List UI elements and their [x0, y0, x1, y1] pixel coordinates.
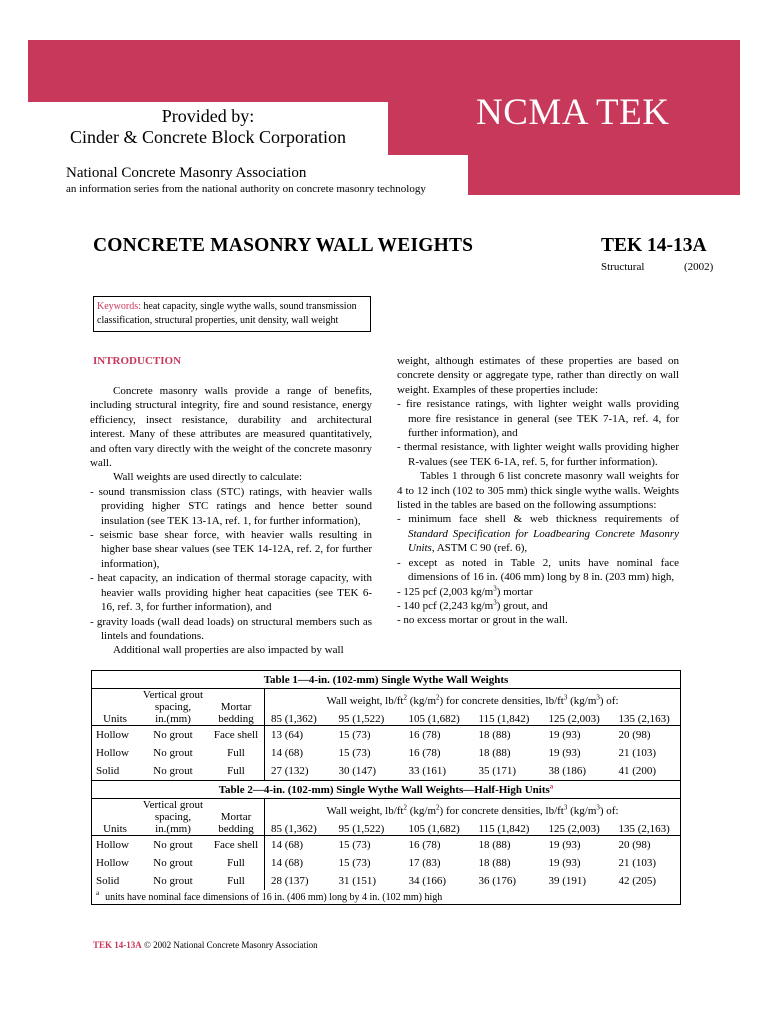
header-density: 125 (2,003) — [548, 713, 600, 725]
provider-block — [28, 106, 388, 148]
header-cell — [92, 701, 138, 713]
cell-weight: 16 (78) — [403, 836, 473, 855]
cell-mortar: Full — [227, 765, 245, 777]
superscript: 3 — [493, 598, 497, 607]
header-units: Units — [103, 823, 127, 835]
header-text: Wall weight, lb/ft — [326, 805, 404, 817]
footnote-text: units have nominal face dimensions of 16 in. (406 mm) long by 4 in. (102 mm) high — [105, 891, 443, 903]
table-header-row — [92, 713, 680, 726]
header-text: (kg/m — [407, 805, 437, 817]
cell-weight: 39 (191) — [548, 875, 587, 887]
cell-weight: 19 (93) — [548, 747, 581, 759]
table-row — [92, 836, 680, 855]
cell-mortar: Full — [227, 747, 245, 759]
header-cell — [92, 799, 138, 812]
cell-weight: 36 (176) — [478, 875, 517, 887]
table-row — [92, 744, 680, 762]
cell-weight: 21 (103) — [618, 747, 657, 759]
provided-by-label: Provided by: — [161, 106, 255, 126]
header-text: ) for concrete densities, lb/ft — [439, 805, 564, 817]
paragraph: Wall weights are used directly to calculate: — [113, 471, 303, 484]
cell-weight: 19 (93) — [543, 726, 613, 745]
superscript: 3 — [563, 803, 568, 812]
list-item: - minimum face shell & web thickness requirements of Standard Specification for Loadbearing Concrete Masonry Units, ASTM C 90 (ref. 6), — [397, 513, 679, 555]
cell-weight: 33 (161) — [408, 765, 447, 777]
header-text: ) of: — [599, 695, 619, 707]
cell-weight: 38 (186) — [548, 765, 587, 777]
paragraph: Concrete masonry walls provide a range of benefits, including structural integrity, fire and sound resistance, energy efficiency, insect resistance, durability and architectural interest. Many of these attributes are measured quantitatively, and often vary directly with the weight of the concrete masonry wall. — [90, 385, 372, 470]
cell-grout: No grout — [153, 857, 193, 869]
header-units: Units — [103, 713, 127, 725]
data-table — [92, 671, 680, 904]
list-item-text: heat capacity, an indication of thermal storage capacity, with heavier walls providing higher heat capacities (see TEK 6-16, ref. 3, for further information), and — [97, 572, 372, 614]
list-item: - 140 pcf (2,243 $kg/m^3$) grout, and — [397, 598, 548, 612]
header-density: 85 (1,362) — [265, 713, 333, 726]
superscript: 3 — [596, 693, 600, 702]
header-text: ) for concrete densities, lb/ft — [439, 695, 564, 707]
header-cell — [92, 811, 138, 823]
header-cell — [92, 689, 138, 702]
cell-units: Hollow — [92, 836, 138, 855]
table-caption-row — [92, 781, 680, 799]
table-header-row — [92, 689, 680, 702]
superscript: 2 — [403, 693, 407, 702]
header-mortar: bedding — [218, 713, 254, 725]
cell-weight: 17 (83) — [408, 857, 441, 869]
text-column-right — [397, 354, 679, 628]
cell-mortar: Full — [227, 875, 245, 887]
cell-mortar: Face shell — [208, 836, 265, 855]
assumptions-list — [397, 512, 679, 627]
list-item: - fire resistance ratings, with lighter weight walls providing more fire resistance in general (see TEK 7-1A, ref. 4, for further information), and — [397, 398, 679, 440]
cell-weight: 34 (166) — [408, 875, 447, 887]
provider-name: Cinder & Concrete Block Corporation — [70, 127, 346, 147]
list-item-text: sound transmission class (STC) ratings, with heavier walls providing higher STC ratings and hence better sound insulation (see TEK 13-1A, ref. 1, for further information), — [98, 485, 372, 527]
cell-weight: 20 (98) — [613, 726, 681, 745]
superscript: 2 — [403, 803, 407, 812]
footnote-mark: a — [549, 781, 554, 790]
superscript: 3 — [563, 693, 568, 702]
cell-units: Hollow — [96, 747, 129, 759]
cell-weight: 15 (73) — [338, 747, 371, 759]
footer — [93, 940, 318, 950]
cell-weight: 16 (78) — [408, 747, 441, 759]
cell-weight: 20 (98) — [613, 836, 681, 855]
header-text: (kg/m — [407, 695, 437, 707]
cell-weight: 27 (132) — [265, 762, 333, 781]
series-tagline: an information series from the national authority on concrete masonry technology — [66, 183, 426, 195]
list-item-text: ) mortar — [496, 585, 533, 598]
header-density: 135 (2,163) — [618, 823, 670, 835]
wall-weight-tables — [91, 670, 681, 905]
footer-code: TEK 14-13A — [93, 940, 142, 950]
keywords-label: Keywords: — [97, 301, 141, 312]
paragraph-continuation: weight, although estimates of these properties are based on concrete density or aggregate type, rather than directly on wall weight. Examples of these properties include: — [397, 355, 679, 396]
cell-weight: 41 (200) — [618, 765, 657, 777]
cell-weight: 31 (151) — [338, 875, 377, 887]
superscript: 3 — [493, 583, 497, 592]
cell-units: Solid — [96, 765, 120, 777]
header-density: 115 (1,842) — [478, 713, 530, 725]
table-caption — [92, 671, 680, 689]
table-row — [92, 854, 680, 872]
list-item: - seismic base shear force, with heavier walls resulting in higher base shear values (see TEK 14-12A, ref. 2, for further information), — [90, 529, 372, 570]
cell-weight: 28 (137) — [265, 872, 333, 890]
header-text: (kg/m — [567, 695, 597, 707]
superscript: 3 — [596, 803, 600, 812]
table-row — [92, 872, 680, 890]
header-density: 105 (1,682) — [408, 823, 460, 835]
cell-weight: 35 (171) — [478, 765, 517, 777]
header-grout: spacing, — [154, 811, 192, 823]
cell-units: Hollow — [96, 857, 129, 869]
specification-title: Standard Specification for Loadbearing Concrete Masonry Units — [408, 527, 679, 555]
cell-weight: 19 (93) — [548, 857, 581, 869]
header-density: 105 (1,682) — [408, 713, 460, 725]
table-caption-text: Table 1—4-in. (102-mm) Single Wythe Wall Weights — [263, 673, 509, 686]
cell-grout: No grout — [153, 747, 193, 759]
table-header-row — [92, 799, 680, 812]
brand-logo: NCMA TEK — [476, 92, 670, 133]
header-mortar: bedding — [218, 823, 254, 835]
cell-grout: No grout — [153, 875, 193, 887]
list-item-text: thermal resistance, with lighter weight walls providing higher R-values (see TEK 6-1A, ref. 5, for further information). — [403, 441, 679, 468]
table-caption-row — [92, 671, 680, 689]
header-density: 95 (1,522) — [338, 823, 385, 835]
list-item-text: minimum face shell & web thickness requirements of — [408, 513, 679, 526]
table-header-row — [92, 823, 680, 836]
section-heading-introduction: INTRODUCTION — [93, 355, 182, 367]
cell-weight: 16 (78) — [403, 726, 473, 745]
table-row — [92, 762, 680, 781]
cell-weight: 30 (147) — [338, 765, 377, 777]
header-text: ) of: — [599, 805, 619, 817]
header-density: 125 (2,003) — [548, 823, 600, 835]
page-title: CONCRETE MASONRY WALL WEIGHTS — [93, 235, 474, 256]
cell-weight: 42 (205) — [618, 875, 657, 887]
cell-weight: 15 (73) — [333, 726, 403, 745]
cell-weight: 13 (64) — [265, 726, 333, 745]
uses-list — [90, 485, 372, 643]
list-item-text: ) grout, and — [496, 599, 548, 612]
header-cell — [208, 799, 265, 812]
list-item: - except as noted in Table 2, units have nominal face dimensions of 16 in. (406 mm) long by 8 in. (203 mm) high, — [397, 556, 679, 584]
list-item-text: 140 pcf (2,243 kg/m — [403, 599, 494, 612]
keywords-text: heat capacity, single wythe walls, sound transmission classification, structural properties, unit density, wall weight — [97, 301, 357, 326]
document-year: (2002) — [684, 261, 714, 273]
header-grout: Vertical grout — [138, 689, 208, 702]
list-item-text: , ASTM C 90 (ref. 6), — [431, 542, 528, 555]
keywords-box — [93, 296, 371, 332]
cell-weight: 19 (93) — [543, 836, 613, 855]
header-wall-weight — [265, 799, 681, 824]
header-mortar: Mortar — [220, 811, 252, 823]
list-item-text: 125 pcf (2,003 kg/m — [403, 585, 494, 598]
header-density: 115 (1,842) — [478, 823, 530, 835]
cell-weight: 18 (88) — [478, 747, 511, 759]
document-number: TEK 14-13A — [601, 235, 707, 256]
header-grout: Vertical grout — [138, 799, 208, 812]
cell-units: Hollow — [92, 726, 138, 745]
header-grout: spacing, — [154, 701, 192, 713]
cell-units: Solid — [96, 875, 120, 887]
table-row — [92, 726, 680, 745]
list-item: - heat capacity, an indication of thermal storage capacity, with heavier walls providing higher heat capacities (see TEK 6-16, ref. 3, for further information), and — [90, 572, 372, 614]
association-name: National Concrete Masonry Association — [66, 165, 307, 181]
list-item: - no excess mortar or grout in the wall. — [397, 614, 568, 627]
header-density: 85 (1,362) — [265, 823, 333, 836]
footnote-mark: a — [96, 889, 100, 898]
cell-weight: 14 (68) — [265, 744, 333, 762]
cell-weight: 15 (73) — [333, 836, 403, 855]
table-footnote — [92, 890, 680, 904]
cell-grout: No grout — [138, 836, 208, 855]
properties-list — [397, 397, 679, 469]
cell-mortar: Face shell — [208, 726, 265, 745]
table-caption — [92, 781, 680, 799]
paragraph-start — [90, 643, 372, 658]
list-item: - sound transmission class (STC) ratings, with heavier walls providing higher STC ratings and hence better sound insulation (see TEK 13-1A, ref. 1, for further information), — [90, 485, 372, 527]
cell-grout: No grout — [138, 726, 208, 745]
cell-weight: 14 (68) — [265, 836, 333, 855]
superscript: 2 — [436, 693, 440, 702]
list-item-text: fire resistance ratings, with lighter weight walls providing more fire resistance in general (see TEK 7-1A, ref. 4, for further information), and — [406, 398, 679, 440]
text-column-left — [90, 384, 372, 658]
header-grout: in.(mm) — [155, 823, 191, 835]
document-category: Structural — [601, 261, 645, 273]
cell-grout: No grout — [153, 765, 193, 777]
header-mortar: Mortar — [220, 701, 252, 713]
paragraph: Tables 1 through 6 list concrete masonry wall weights for 4 to 12 inch (102 to 305 mm) thick single wythe walls. Weights listed in the tables are based on the following assumptions: — [397, 470, 679, 512]
header-text: (kg/m — [567, 805, 597, 817]
cell-weight: 21 (103) — [618, 857, 657, 869]
superscript: 2 — [436, 803, 440, 812]
paragraph-text: Additional wall properties are also impacted by wall — [113, 644, 344, 657]
table-footnote-row — [92, 890, 680, 904]
list-item: - thermal resistance, with lighter weight walls providing higher R-values (see TEK 6-1A, ref. 5, for further information). — [397, 441, 679, 468]
cell-weight: 14 (68) — [265, 854, 333, 872]
header-density: 135 (2,163) — [618, 713, 670, 725]
list-item-text: seismic base shear force, with heavier walls resulting in higher base shear values (see TEK 14-12A, ref. 2, for further information), — [99, 529, 372, 570]
cell-weight: 18 (88) — [473, 726, 543, 745]
cell-mortar: Full — [227, 857, 245, 869]
cell-weight: 15 (73) — [338, 857, 371, 869]
list-item-text: except as noted in Table 2, units have nominal face dimensions of 16 in. (406 mm) long by 8 in. (203 mm) high, — [408, 556, 679, 584]
list-item: - 125 pcf (2,003 $kg/m^3$) mortar — [397, 583, 533, 598]
table-caption-text: Table 2—4-in. (102-mm) Single Wythe Wall Weights—Half-High Units — [218, 783, 550, 796]
cell-weight: 18 (88) — [473, 836, 543, 855]
header-cell — [208, 689, 265, 702]
list-item-text: no excess mortar or grout in the wall. — [403, 614, 568, 627]
cell-weight: 18 (88) — [478, 857, 511, 869]
header-density: 95 (1,522) — [338, 713, 385, 725]
footer-copyright: © 2002 National Concrete Masonry Association — [141, 940, 318, 950]
header-text: Wall weight, lb/ft — [326, 695, 404, 707]
header-wall-weight — [265, 689, 681, 714]
list-item: - gravity loads (wall dead loads) on structural members such as lintels and foundations. — [90, 615, 373, 642]
list-item-text: gravity loads (wall dead loads) on structural members such as lintels and foundations. — [96, 615, 373, 642]
header-grout: in.(mm) — [155, 713, 191, 725]
